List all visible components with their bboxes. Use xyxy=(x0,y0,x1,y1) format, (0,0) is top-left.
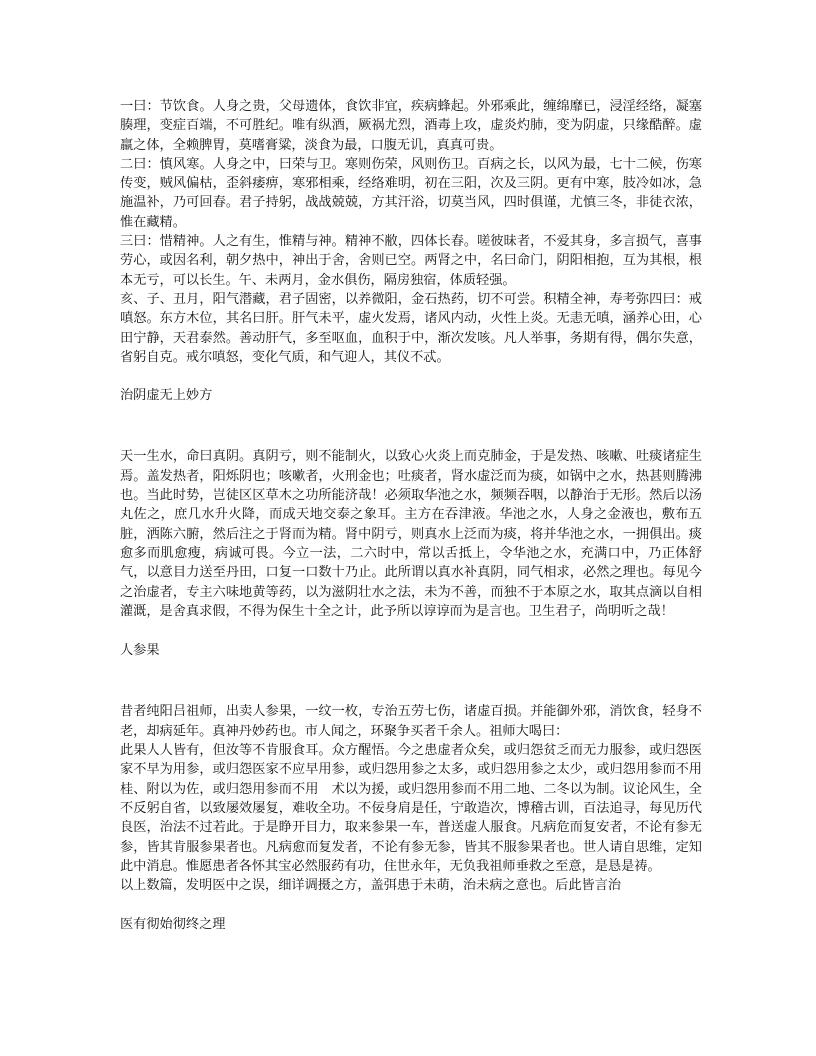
paragraph-yin-deficiency-remedy: 天一生水，命曰真阴。真阴亏，则不能制火，以致心火炎上而克肺金，于是发热、咳嗽、吐痰诸症生焉。盖发热者，阳烁阴也；咳嗽者，火刑金也；吐痰者，肾水虚泛而为痰，如锅中之水，热甚则腾沸也。当此时势，岂徒区区草木之功所能济哉！必须取华池之水，频频吞咽，以静治于无形。然后以汤丸佐之，庶几水升火降，而成天地交泰之象耳。主方在吞津液。华池之水，人身之金液也，敷布五脏，洒陈六腑，然后注之于肾而为精。肾中阴亏，则真水上泛而为痰，将并华池之水，一拥俱出。痰愈多而肌愈瘦，病诚可畏。今立一法，二六时中，常以舌抵上，令华池之水，充满口中，乃正体舒气，以意目力送至丹田，口复一口数十乃止。此所谓以真水补真阴，同气相求，必然之理也。每见今之治虚者，专主六味地黄等药，以为滋阴壮水之法，未为不善，而独不于本原之水，取其点滴以自相灌溉，是舍真求假，不得为保生十全之计，此予所以谆谆而为是言也。卫生君子，尚明听之哉！ xyxy=(120,449,702,619)
section-heading-yin-deficiency: 治阴虚无上妙方 xyxy=(120,388,213,404)
paragraph-wind-cold: 二曰：慎风寒。人身之中，曰荣与卫。寒则伤荣，风则伤卫。百病之长，以风为最，七十二候，伤寒传变，贼风偏枯，歪斜痿痹，寒邪相乘，经络难明，初在三阳，次及三阴。更有中寒，肢冷如冰，急施温补，乃可回春。君子持躬，战战兢兢，方其汗浴，切莫当风，四时俱谨，尤慎三冬，非徒衣浓，惟在藏精。 xyxy=(120,156,702,230)
paragraph-ginseng-story: 昔者纯阳吕祖师，出卖人参果，一纹一枚，专治五劳七伤，诸虚百损。并能御外邪，消饮食，轻身不老，却病延年。真神丹妙药也。市人闻之，环聚争买者千余人。祖师大喝曰： xyxy=(120,704,702,739)
document-page xyxy=(120,97,702,935)
paragraph-ginseng-lesson: 此果人人皆有，但汝等不肯服食耳。众方醒悟。今之患虚者众矣，或归怨贫乏而无力服参，或归怨医家不早为用参，或归怨医家不应早用参，或归怨用参之太多，或归怨用参之太少，或归怨用参而不用桂、附以为佐，或归怨用参而不用 术以为援，或归怨用参而不用二地、二冬以为制。议论风生，全不反躬自省，以致屡效屡复，难收全功。不佞身肩是任，宁敢造次，博稽古训，百法追寻，每见历代良医，治法不过若此。于是睁开目力，取来参果一车，普送虚人服食。凡病危而复安者，不论有参无参，皆其肯服参果者也。凡病愈而复发者，不论有参无参，皆其不服参果者也。世人请自思维，定知此中消息。惟愿患者各怀其宝必然服药有功，住世永年，无负我祖师垂救之至意，是恳是祷。 xyxy=(120,743,702,874)
section-heading-ginseng-fruit: 人参果 xyxy=(120,643,160,659)
paragraph-anger: 亥、子、丑月，阳气潜藏，君子固密，以养微阳，金石热药，切不可尝。积精全神，寿考弥四曰：戒嗔怒。东方木位，其名曰肝。肝气未平，虚火发焉，诸风内动，火性上炎。无恚无嗔，涵养心田，心田宁静，天君泰然。善动肝气，多至呕血，血积于中，渐次发咳。凡人举事，务期有得，偶尔失意，省躬自克。戒尔嗔怒，变化气质，和气迎人，其仪不忒。 xyxy=(120,291,702,365)
ginseng-fruit-block xyxy=(120,702,702,895)
paragraph-essence-spirit: 三曰：惜精神。人之有生，惟精与神。精神不敝，四体长春。嗟彼昧者，不爱其身，多言损气，喜事劳心，或因名利，朝夕热中，神出于舍，舍则已空。两肾之中，名曰命门，阴阳相抱，互为其根，根本无亏，可以长生。午、未两月，金水俱伤，隔房独宿，体质轻强。 xyxy=(120,234,702,288)
section-heading-beginning-end: 医有彻始彻终之理 xyxy=(120,917,226,933)
paragraph-diet: 一曰：节饮食。人身之贵，父母遗体，食饮非宜，疾病蜂起。外邪乘此，缠绵靡已，浸淫经络，凝塞腠理，变症百端，不可胜纪。唯有纵酒，厥祸尤烈，酒毒上攻，虚炎灼肺，变为阴虚，只缘酷醉。虚羸之体，全赖脾胃，莫嗜膏粱，淡食为最，口腹无讥，真真可贵。 xyxy=(120,99,702,153)
paragraph-summary: 以上数篇，发明医中之误，细详调摄之方，盖弭患于未萌，治未病之意也。后此皆言治 xyxy=(120,878,622,894)
intro-block xyxy=(120,97,702,367)
